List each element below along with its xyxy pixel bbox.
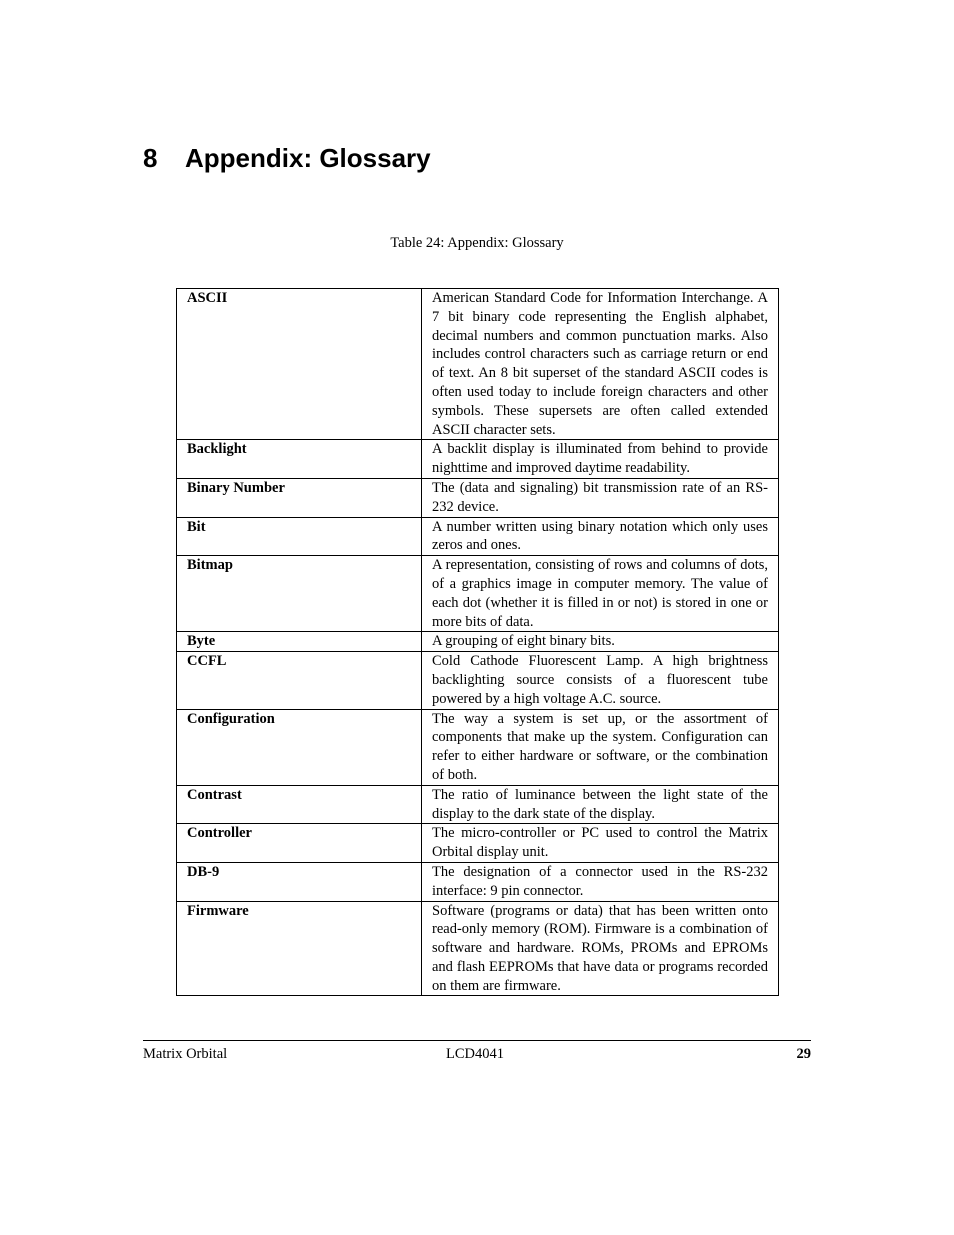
glossary-definition: The micro-controller or PC used to control the Matrix Orbital display unit. <box>422 824 779 863</box>
glossary-term: Byte <box>177 632 422 652</box>
glossary-definition: A representation, consisting of rows and columns of dots, of a graphics image in computer memory. The value of each dot (whether it is filled in or not) is stored in one or more bits of data. <box>422 556 779 632</box>
glossary-definition: A number written using binary notation which only uses zeros and ones. <box>422 517 779 556</box>
table-row <box>177 632 779 652</box>
glossary-definition: The ratio of luminance between the light state of the display to the dark state of the display. <box>422 785 779 824</box>
glossary-term: Binary Number <box>177 478 422 517</box>
footer-rule <box>143 1040 811 1041</box>
footer-page-number: 29 <box>796 1046 811 1062</box>
glossary-term: DB-9 <box>177 862 422 901</box>
glossary-term: Configuration <box>177 709 422 785</box>
section-title: Appendix: Glossary <box>185 143 431 173</box>
glossary-definition: The designation of a connector used in the RS-232 interface: 9 pin connector. <box>422 862 779 901</box>
glossary-term: Backlight <box>177 440 422 479</box>
glossary-table <box>176 288 779 996</box>
glossary-term: CCFL <box>177 652 422 709</box>
glossary-term: Firmware <box>177 901 422 996</box>
glossary-definition: A backlit display is illuminated from behind to provide nighttime and improved daytime readability. <box>422 440 779 479</box>
glossary-definition: Cold Cathode Fluorescent Lamp. A high brightness backlighting source consists of a fluorescent tube powered by a high voltage A.C. source. <box>422 652 779 709</box>
table-row <box>177 785 779 824</box>
table-row <box>177 478 779 517</box>
table-row <box>177 652 779 709</box>
table-row <box>177 709 779 785</box>
table-row <box>177 289 779 440</box>
glossary-definition: Software (programs or data) that has been written onto read-only memory (ROM). Firmware is a combination of software and hardware. ROMs, PROMs and EPROMs and flash EEPROMs that have data or programs recorded on them are firmware. <box>422 901 779 996</box>
glossary-term: Bit <box>177 517 422 556</box>
table-row <box>177 556 779 632</box>
table-row <box>177 901 779 996</box>
footer-company: Matrix Orbital <box>143 1046 228 1062</box>
glossary-definition: American Standard Code for Information Interchange. A 7 bit binary code representing the English alphabet, decimal numbers and common punctuation marks. Also includes control characters such as carriage return or end of text. An 8 bit superset of the standard ASCII codes is often used today to include foreign characters and other symbols. These supersets are often called extended ASCII character sets. <box>422 289 779 440</box>
glossary-term: ASCII <box>177 289 422 440</box>
table-row <box>177 862 779 901</box>
glossary-term: Contrast <box>177 785 422 824</box>
table-row <box>177 440 779 479</box>
glossary-definition: The (data and signaling) bit transmission rate of an RS-232 device. <box>422 478 779 517</box>
table-caption: Table 24: Appendix: Glossary <box>390 235 564 251</box>
glossary-term: Controller <box>177 824 422 863</box>
section-heading <box>143 140 431 176</box>
glossary-term: Bitmap <box>177 556 422 632</box>
table-row <box>177 824 779 863</box>
table-row <box>177 517 779 556</box>
section-number: 8 <box>143 143 158 173</box>
glossary-definition: The way a system is set up, or the assortment of components that make up the system. Configuration can refer to either hardware or software, or the combination of both. <box>422 709 779 785</box>
footer-product: LCD4041 <box>446 1046 504 1062</box>
glossary-definition: A grouping of eight binary bits. <box>422 632 779 652</box>
